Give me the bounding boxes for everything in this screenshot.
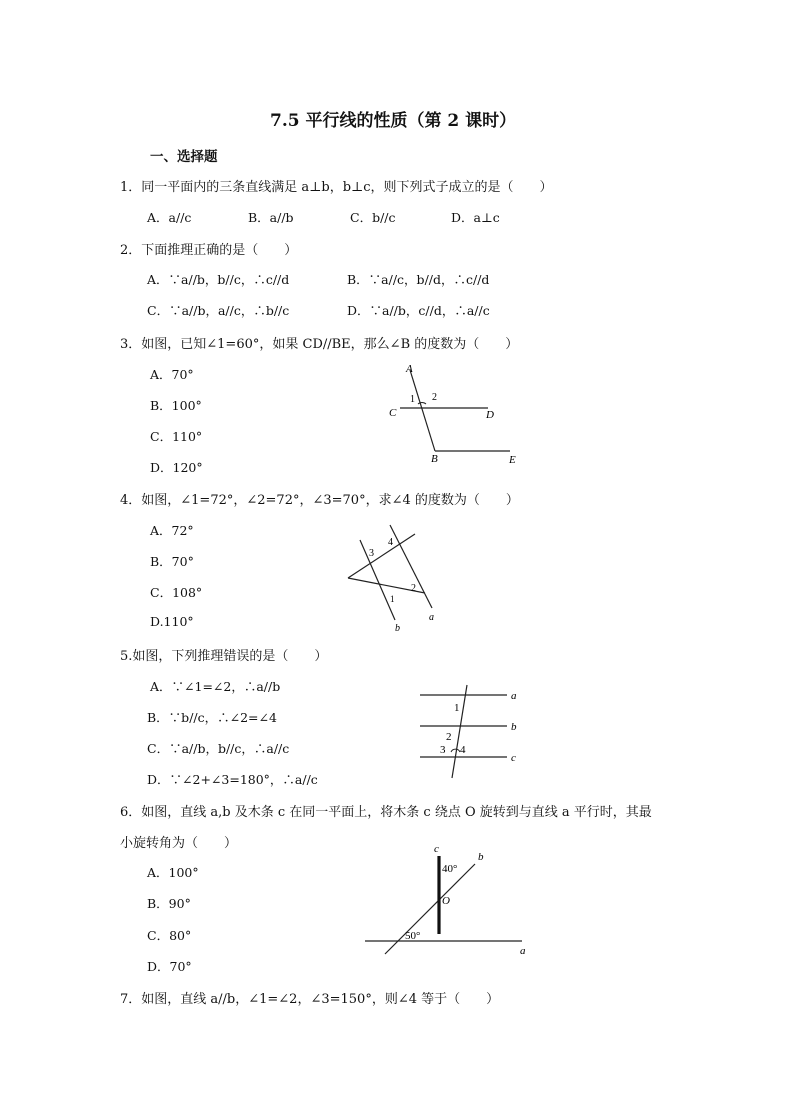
q2-option-c: C．∵a//b，a//c，∴b//c [147,303,290,318]
q4-line-a [390,525,432,608]
q6-label-a: a [520,945,526,957]
q5-label-a: a [511,690,517,702]
q5-option-c: C．∵a//b，b//c，∴a//c [147,741,290,756]
q4-label-1: 1 [390,594,395,604]
q6-label-40: 40° [442,863,458,875]
q5-label-3: 3 [440,744,446,756]
q1-option-d: D．a⊥c [451,210,500,225]
q4-label-2: 2 [411,583,416,594]
q3-option-c: C．110° [150,429,203,444]
q5-label-b: b [511,721,517,733]
q4-option-a: A．72° [150,523,194,538]
q3-label-1: 1 [410,394,415,405]
page-title: 7.5 平行线的性质（第 2 课时） [270,111,517,131]
question-7-text: 7．如图，直线 a//b，∠1=∠2，∠3=150°，则∠4 等于（ ） [120,992,500,1007]
q3-label-e: E [509,454,516,466]
q5-transversal [452,685,467,778]
q3-option-a: A．70° [150,367,194,382]
q4-option-c: C．108° [150,585,203,600]
q5-label-4: 4 [460,744,466,756]
q3-label-b: B [431,453,438,465]
question-5-text: 5.如图，下列推理错误的是（ ） [120,649,328,664]
q3-label-2: 2 [432,392,437,403]
q1-option-c: C．b//c [350,210,396,225]
question-3-text: 3．如图，已知∠1=60°，如果 CD//BE，那么∠B 的度数为（ ） [120,337,519,352]
q5-angle-arc [451,749,460,752]
question-2-text: 2．下面推理正确的是（ ） [120,243,298,258]
q4-option-d: D.110° [150,614,194,629]
q6-figure [360,842,535,960]
q4-line-b [360,540,395,620]
question-6-text: 6．如图，直线 a,b 及木条 c 在同一平面上，将木条 c 绕点 O 旋转到与直线 a 平行时，其最 [120,805,652,820]
q6-option-a: A．100° [147,865,199,880]
q4-figure [340,520,450,635]
q4-option-b: B．70° [150,554,194,569]
q6-label-50: 50° [405,930,421,942]
q5-label-c: c [511,752,516,764]
q4-line-top-transversal [348,534,415,578]
q3-line-ab [410,370,435,451]
q2-option-d: D．∵a//b，c//d，∴a//c [347,303,490,318]
question-1-text: 1．同一平面内的三条直线满足 a⊥b，b⊥c，则下列式子成立的是（ ） [120,180,553,195]
q6-label-o: O [442,895,450,907]
q1-option-a: A．a//c [147,210,192,225]
q5-option-a: A．∵∠1=∠2，∴a//b [150,679,281,694]
q4-label-4: 4 [388,537,393,548]
question-6-text-continued: 小旋转角为（ ） [120,836,238,851]
q6-label-c: c [434,843,439,855]
q3-figure [380,358,530,468]
q3-angle-arc [418,402,426,404]
q3-label-c: C [389,407,397,419]
q5-label-2: 2 [446,731,452,743]
q6-label-b: b [478,851,484,863]
q4-label-3: 3 [369,548,374,559]
q3-label-a: A [406,363,413,375]
q2-option-a: A．∵a//b，b//c，∴c//d [147,272,290,287]
q5-label-1: 1 [454,702,460,714]
q4-label-b: b [395,623,400,634]
q5-figure [415,680,530,785]
q3-label-d: D [486,409,494,421]
q3-option-d: D．120° [150,460,203,475]
question-4-text: 4．如图，∠1=72°，∠2=72°，∠3=70°，求∠4 的度数为（ ） [120,493,519,508]
q5-option-d: D．∵∠2+∠3=180°，∴a//c [147,772,318,787]
q2-option-b: B．∵a//c，b//d，∴c//d [347,272,490,287]
section-heading: 一、选择题 [150,149,218,165]
q6-option-d: D．70° [147,959,192,974]
q4-label-a: a [429,612,434,623]
q6-option-b: B．90° [147,896,191,911]
q6-option-c: C．80° [147,928,192,943]
q3-option-b: B．100° [150,398,202,413]
q5-option-b: B．∵b//c，∴∠2=∠4 [147,710,277,725]
q1-option-b: B．a//b [248,210,294,225]
